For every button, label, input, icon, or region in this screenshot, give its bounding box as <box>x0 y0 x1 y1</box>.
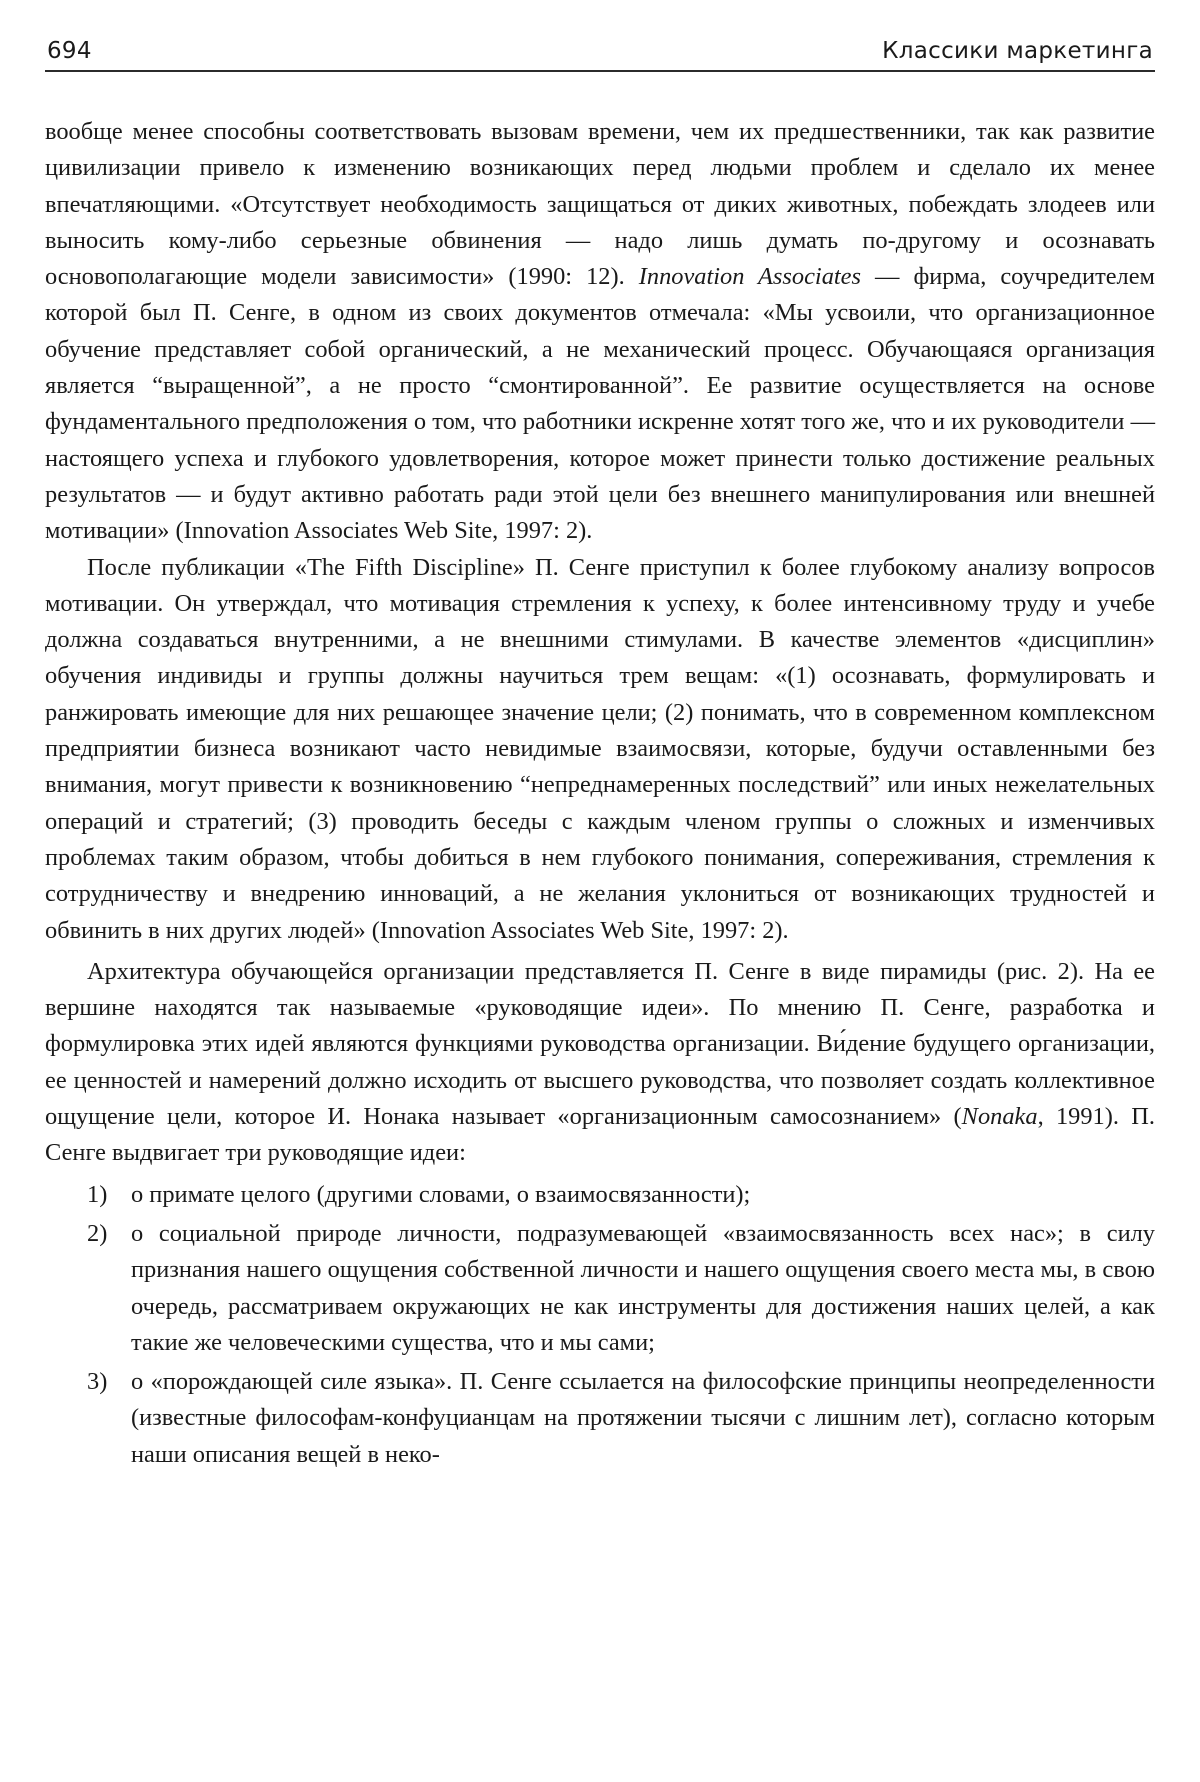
guiding-ideas-list <box>45 1177 1155 1473</box>
list-item-text: о «порождающей силе языка». П. Сенге ссылается на философские принципы неопределенности (известные философам-конфуцианцам на протяжении тысячи с лишним лет), согласно которым наши описания вещей в неко- <box>131 1368 1155 1468</box>
page-number: 694 <box>47 38 92 64</box>
list-item-number: 3) <box>87 1368 108 1396</box>
list-item-text: о примате целого (другими словами, о взаимосвязанности); <box>131 1180 751 1208</box>
list-item-number: 1) <box>87 1180 108 1208</box>
paragraph-2: После публикации «The Fifth Discipline» П. Сенге приступил к более глубокому анализу вопросов мотивации. Он утверждал, что мотивация стремления к успеху, к более интенсивному труду и учебе должна создаваться внутренними, а не внешними стимулами. В качестве элементов «дисциплин» обучения индивиды и группы должны научиться трем вещам: «(1) осознавать, формулировать и ранжировать имеющие для них решающее значение цели; (2) понимать, что в современном комплексном предприятии бизнеса возникают часто невидимые взаимосвязи, которые, будучи оставленными без внимания, могут привести к возникновению “непреднамеренных последствий” или иных нежелательных операций и стратегий; (3) проводить беседы с каждым членом группы о сложных и изменчивых проблемах таким образом, чтобы добиться в нем глубокого понимания, сопереживания, стремления к сотрудничеству и внедрению инноваций, а не желания уклониться от возникающих трудностей и обвинить в них других людей» (Innovation Associates Web Site, 1997: 2). <box>45 553 1155 944</box>
list-item <box>45 1364 1155 1473</box>
paragraph-1-text-a: вообще менее способны соответствовать вызовам времени, чем их предшественники, так как развитие цивилизации привело к изменению возникающих перед людьми проблем и сделало их менее впечатляющими. «Отсутствует необходимость защищаться от диких животных, побеждать злодеев или выносить кому-либо серьезные обвинения — надо лишь думать по-другому и осознавать основополагающие модели зависимости» (1990: 12). <box>45 118 1155 291</box>
book-page <box>45 38 1155 1473</box>
paragraph-3-italic-author: Nonaka <box>961 1103 1038 1131</box>
paragraph-3 <box>45 954 1155 1172</box>
paragraph-3-text-b: , 1991). П. Сенге выдвигает три руководящие идеи: <box>45 1103 1155 1167</box>
book-title: Классики маркетинга <box>882 38 1153 64</box>
paragraph-1-text-b: — фирма, соучредителем которой был П. Сенге, в одном из своих документов отмечала: «Мы усвоили, что организационное обучение представляет собой органический, а не механический процесс. Обучающаяся организация является “выращенной”, а не просто “смонтированной”. Ее развитие осуществляется на основе фундаментального предположения о том, что работники искренне хотят того же, что и их руководители — настоящего успеха и глубокого удовлетворения, которое может принести только достижение реальных результатов — и будут активно работать ради этой цели без внешнего манипулирования или внешней мотивации» (Innovation Associates Web Site, 1997: 2). <box>45 263 1155 545</box>
list-item-number: 2) <box>87 1219 108 1247</box>
list-item <box>45 1177 1155 1213</box>
paragraph-3-text-a: Архитектура обучающейся организации представляется П. Сенге в виде пирамиды (рис. 2). На ее вершине находятся так называемые «руководящие идеи». По мнению П. Сенге, разработка и формулировка этих идей являются функциями руководства организации. Ви́дение будущего организации, ее ценностей и намерений должно исходить от высшего руководства, что позволяет создать коллективное ощущение цели, которое И. Нонака называет «организационным самосознанием» ( <box>45 957 1155 1131</box>
paragraph-1-italic-firm: Innovation Associates <box>638 263 861 291</box>
running-header <box>45 38 1155 72</box>
list-item-text: о социальной природе личности, подразумевающей «взаимосвязанность всех нас»; в силу признания нашего ощущения собственной личности и нашего ощущения своего места мы, в свою очередь, рассматриваем окружающих не как инструменты для достижения наших целей, а как такие же человеческими существа, что и мы сами; <box>131 1219 1155 1356</box>
paragraph-1 <box>45 114 1155 550</box>
list-item <box>45 1216 1155 1361</box>
body-text <box>45 114 1155 1473</box>
